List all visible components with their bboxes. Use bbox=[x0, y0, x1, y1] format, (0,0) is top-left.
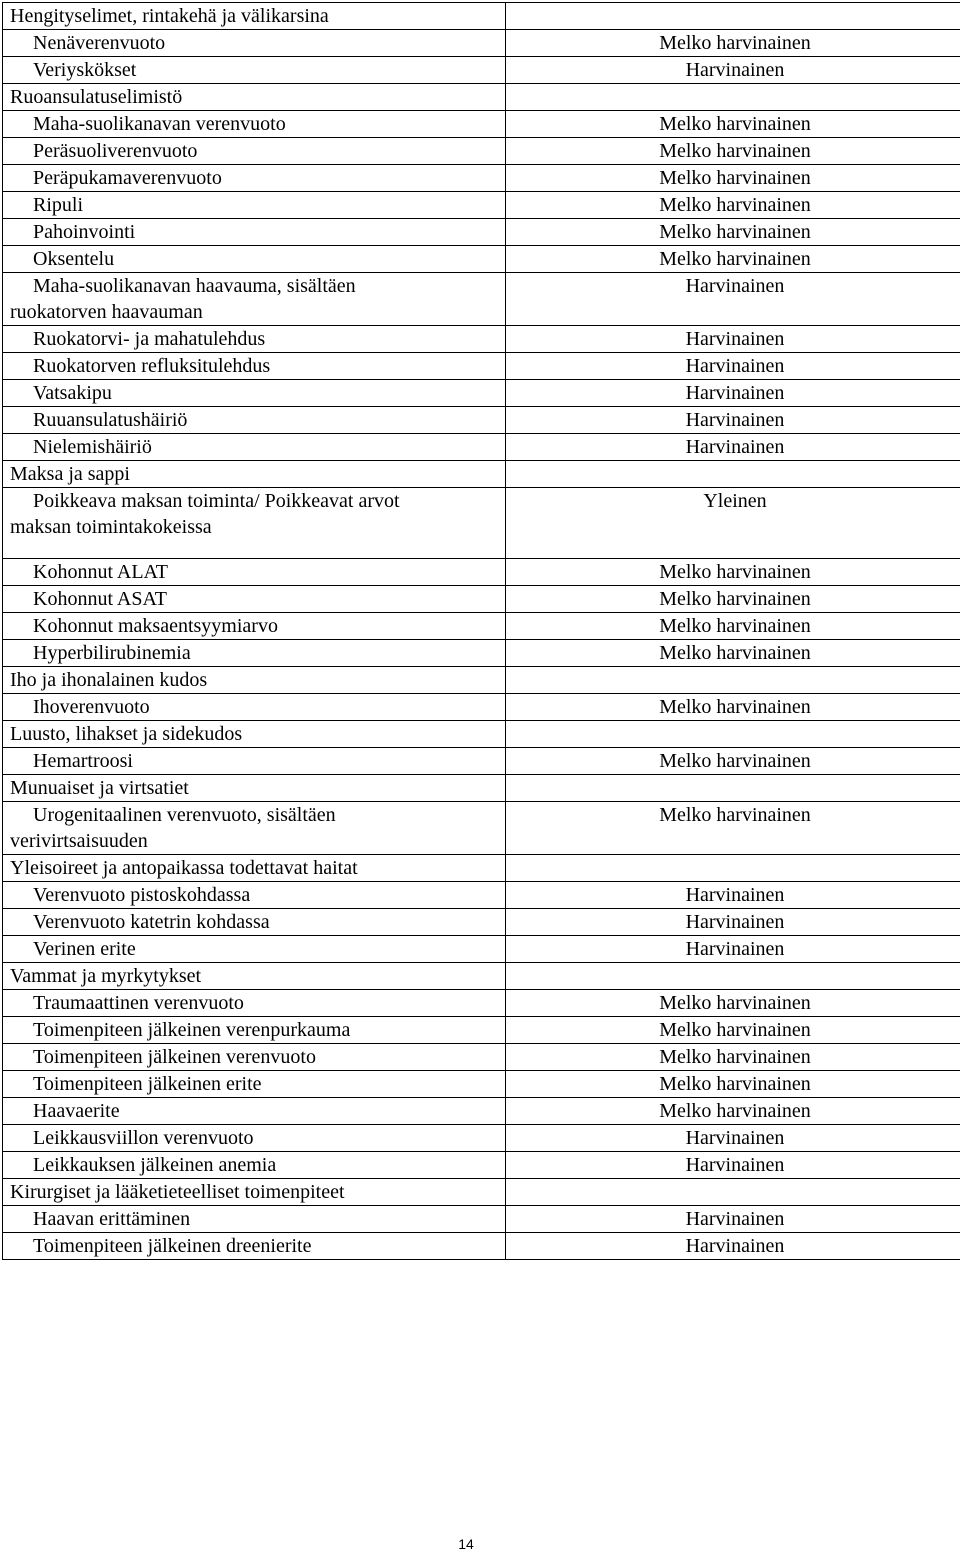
frequency-value: Harvinainen bbox=[685, 436, 785, 458]
table-row bbox=[3, 57, 960, 84]
table-row bbox=[3, 1044, 960, 1071]
table-row bbox=[3, 380, 960, 407]
section-heading-cell bbox=[3, 721, 506, 748]
frequency-value: Harvinainen bbox=[685, 409, 785, 431]
frequency-cell bbox=[506, 990, 960, 1017]
table-row bbox=[3, 1098, 960, 1125]
table-row bbox=[3, 326, 960, 353]
section-row bbox=[3, 721, 960, 748]
reaction-name: Veriyskökset bbox=[33, 59, 137, 81]
frequency-value: Harvinainen bbox=[685, 1127, 785, 1149]
table-row bbox=[3, 882, 960, 909]
table-row bbox=[3, 694, 960, 721]
table-row bbox=[3, 30, 960, 57]
table-row bbox=[3, 192, 960, 219]
frequency-cell bbox=[506, 613, 960, 640]
reaction-name: Toimenpiteen jälkeinen verenvuoto bbox=[33, 1046, 316, 1068]
frequency-cell bbox=[506, 694, 960, 721]
reaction-cell bbox=[3, 273, 506, 326]
section-heading: Vammat ja myrkytykset bbox=[10, 965, 202, 987]
frequency-cell bbox=[506, 1098, 960, 1125]
section-heading-cell bbox=[3, 3, 506, 30]
frequency-cell bbox=[506, 559, 960, 586]
table-row bbox=[3, 640, 960, 667]
table-row bbox=[3, 165, 960, 192]
section-heading: Kirurgiset ja lääketieteelliset toimenpiteet bbox=[10, 1181, 345, 1203]
frequency-cell bbox=[506, 748, 960, 775]
section-row bbox=[3, 667, 960, 694]
frequency-value: Harvinainen bbox=[685, 275, 785, 297]
reaction-name: Maha-suolikanavan haavauma, sisältäen bbox=[33, 275, 356, 297]
reaction-name: Pahoinvointi bbox=[33, 221, 136, 243]
frequency-value: Melko harvinainen bbox=[659, 167, 811, 189]
section-row bbox=[3, 775, 960, 802]
reaction-name: Maha-suolikanavan verenvuoto bbox=[33, 113, 286, 135]
reaction-cell bbox=[3, 353, 506, 380]
adverse-reactions-table bbox=[2, 2, 960, 1260]
reaction-name: Toimenpiteen jälkeinen verenpurkauma bbox=[33, 1019, 351, 1041]
frequency-cell bbox=[506, 192, 960, 219]
frequency-cell bbox=[506, 219, 960, 246]
table-row bbox=[3, 909, 960, 936]
section-heading-cell bbox=[3, 855, 506, 882]
frequency-cell bbox=[506, 909, 960, 936]
reaction-cell bbox=[3, 694, 506, 721]
table-row bbox=[3, 1125, 960, 1152]
frequency-cell bbox=[506, 640, 960, 667]
frequency-cell bbox=[506, 246, 960, 273]
reaction-cell bbox=[3, 990, 506, 1017]
section-row bbox=[3, 855, 960, 882]
reaction-name: Ripuli bbox=[33, 194, 84, 216]
frequency-cell bbox=[506, 1206, 960, 1233]
table-row bbox=[3, 748, 960, 775]
reaction-cell bbox=[3, 219, 506, 246]
frequency-cell bbox=[506, 1044, 960, 1071]
table-row bbox=[3, 990, 960, 1017]
frequency-cell bbox=[506, 855, 960, 882]
reaction-name: Nenäverenvuoto bbox=[33, 32, 166, 54]
table-row bbox=[3, 613, 960, 640]
frequency-value: Melko harvinainen bbox=[659, 561, 811, 583]
reaction-cell bbox=[3, 1098, 506, 1125]
section-heading-cell bbox=[3, 963, 506, 990]
frequency-value: Harvinainen bbox=[685, 938, 785, 960]
reaction-name: Ruokatorven refluksitulehdus bbox=[33, 355, 271, 377]
reaction-name: Haavaerite bbox=[33, 1100, 120, 1122]
section-heading-cell bbox=[3, 461, 506, 488]
table-row bbox=[3, 802, 960, 855]
section-row bbox=[3, 3, 960, 30]
table-row bbox=[3, 1017, 960, 1044]
frequency-cell bbox=[506, 1152, 960, 1179]
frequency-cell bbox=[506, 667, 960, 694]
reaction-cell bbox=[3, 1044, 506, 1071]
frequency-cell bbox=[506, 721, 960, 748]
section-heading: Maksa ja sappi bbox=[10, 463, 130, 485]
frequency-value: Harvinainen bbox=[685, 328, 785, 350]
frequency-value: Melko harvinainen bbox=[659, 221, 811, 243]
table-row bbox=[3, 407, 960, 434]
frequency-cell bbox=[506, 586, 960, 613]
reaction-cell bbox=[3, 246, 506, 273]
frequency-value: Melko harvinainen bbox=[659, 140, 811, 162]
frequency-cell bbox=[506, 3, 960, 30]
frequency-value: Harvinainen bbox=[685, 1154, 785, 1176]
reaction-cell bbox=[3, 1233, 506, 1260]
reaction-name: Urogenitaalinen verenvuoto, sisältäen bbox=[33, 804, 336, 826]
section-heading: Luusto, lihakset ja sidekudos bbox=[10, 723, 243, 745]
frequency-cell bbox=[506, 775, 960, 802]
page-number: 14 bbox=[458, 1536, 474, 1552]
frequency-value: Melko harvinainen bbox=[659, 248, 811, 270]
frequency-value: Harvinainen bbox=[685, 355, 785, 377]
frequency-cell bbox=[506, 1179, 960, 1206]
table-row bbox=[3, 1152, 960, 1179]
reaction-cell bbox=[3, 488, 506, 559]
reaction-cell bbox=[3, 165, 506, 192]
reaction-name: Kohonnut maksaentsyymiarvo bbox=[33, 615, 278, 637]
reaction-cell bbox=[3, 57, 506, 84]
frequency-cell bbox=[506, 353, 960, 380]
frequency-cell bbox=[506, 936, 960, 963]
frequency-cell bbox=[506, 165, 960, 192]
table-row bbox=[3, 488, 960, 559]
frequency-cell bbox=[506, 963, 960, 990]
reaction-cell bbox=[3, 559, 506, 586]
reaction-name-continued: verivirtsaisuuden bbox=[10, 830, 148, 852]
table-row bbox=[3, 586, 960, 613]
frequency-value: Yleinen bbox=[703, 490, 767, 512]
reaction-cell bbox=[3, 1152, 506, 1179]
table-row bbox=[3, 559, 960, 586]
reaction-cell bbox=[3, 613, 506, 640]
reaction-name: Ruokatorvi- ja mahatulehdus bbox=[33, 328, 266, 350]
frequency-value: Harvinainen bbox=[685, 884, 785, 906]
reaction-name: Verenvuoto katetrin kohdassa bbox=[33, 911, 270, 933]
reaction-name: Vatsakipu bbox=[33, 382, 112, 404]
section-heading: Munuaiset ja virtsatiet bbox=[10, 777, 189, 799]
table-row bbox=[3, 353, 960, 380]
frequency-cell bbox=[506, 802, 960, 855]
frequency-cell bbox=[506, 1233, 960, 1260]
reaction-cell bbox=[3, 192, 506, 219]
frequency-value: Melko harvinainen bbox=[659, 642, 811, 664]
table-body bbox=[3, 3, 960, 1260]
reaction-name: Toimenpiteen jälkeinen dreenierite bbox=[33, 1235, 312, 1257]
reaction-name: Kohonnut ASAT bbox=[33, 588, 167, 610]
reaction-name: Haavan erittäminen bbox=[33, 1208, 191, 1230]
frequency-cell bbox=[506, 1017, 960, 1044]
reaction-cell bbox=[3, 936, 506, 963]
frequency-value: Melko harvinainen bbox=[659, 1019, 811, 1041]
reaction-name: Toimenpiteen jälkeinen erite bbox=[33, 1073, 262, 1095]
frequency-value: Melko harvinainen bbox=[659, 1073, 811, 1095]
section-heading-cell bbox=[3, 775, 506, 802]
reaction-name: Ruuansulatushäiriö bbox=[33, 409, 188, 431]
section-heading: Yleisoireet ja antopaikassa todettavat haitat bbox=[10, 857, 358, 879]
reaction-cell bbox=[3, 138, 506, 165]
frequency-cell bbox=[506, 488, 960, 559]
reaction-name: Kohonnut ALAT bbox=[33, 561, 168, 583]
frequency-cell bbox=[506, 84, 960, 111]
frequency-value: Melko harvinainen bbox=[659, 32, 811, 54]
frequency-value: Melko harvinainen bbox=[659, 113, 811, 135]
section-heading-cell bbox=[3, 84, 506, 111]
reaction-name: Ihoverenvuoto bbox=[33, 696, 150, 718]
section-heading: Iho ja ihonalainen kudos bbox=[10, 669, 208, 691]
frequency-cell bbox=[506, 111, 960, 138]
frequency-value: Harvinainen bbox=[685, 1208, 785, 1230]
frequency-cell bbox=[506, 326, 960, 353]
reaction-cell bbox=[3, 748, 506, 775]
reaction-name: Poikkeava maksan toiminta/ Poikkeavat arvot bbox=[33, 490, 400, 512]
frequency-value: Melko harvinainen bbox=[659, 1100, 811, 1122]
section-row bbox=[3, 1179, 960, 1206]
table-row bbox=[3, 936, 960, 963]
table-row bbox=[3, 273, 960, 326]
table-row bbox=[3, 246, 960, 273]
table-row bbox=[3, 434, 960, 461]
reaction-cell bbox=[3, 380, 506, 407]
reaction-cell bbox=[3, 802, 506, 855]
frequency-value: Melko harvinainen bbox=[659, 992, 811, 1014]
reaction-cell bbox=[3, 1206, 506, 1233]
frequency-cell bbox=[506, 461, 960, 488]
frequency-value: Harvinainen bbox=[685, 59, 785, 81]
table-row bbox=[3, 1233, 960, 1260]
frequency-value: Melko harvinainen bbox=[659, 696, 811, 718]
frequency-value: Melko harvinainen bbox=[659, 194, 811, 216]
frequency-cell bbox=[506, 57, 960, 84]
reaction-cell bbox=[3, 909, 506, 936]
frequency-value: Harvinainen bbox=[685, 911, 785, 933]
reaction-name: Oksentelu bbox=[33, 248, 115, 270]
section-row bbox=[3, 963, 960, 990]
reaction-cell bbox=[3, 111, 506, 138]
table-row bbox=[3, 1206, 960, 1233]
frequency-cell bbox=[506, 138, 960, 165]
table-row bbox=[3, 138, 960, 165]
reaction-cell bbox=[3, 586, 506, 613]
reaction-name: Hyperbilirubinemia bbox=[33, 642, 191, 664]
reaction-cell bbox=[3, 640, 506, 667]
reaction-cell bbox=[3, 882, 506, 909]
table-row bbox=[3, 219, 960, 246]
reaction-name: Nielemishäiriö bbox=[33, 436, 152, 458]
frequency-cell bbox=[506, 882, 960, 909]
frequency-value: Melko harvinainen bbox=[659, 1046, 811, 1068]
frequency-value: Melko harvinainen bbox=[659, 804, 811, 826]
frequency-value: Harvinainen bbox=[685, 1235, 785, 1257]
frequency-cell bbox=[506, 1125, 960, 1152]
reaction-name: Traumaattinen verenvuoto bbox=[33, 992, 244, 1014]
section-heading: Hengityselimet, rintakehä ja välikarsina bbox=[10, 5, 329, 27]
reaction-name: Peräpukamaverenvuoto bbox=[33, 167, 222, 189]
frequency-cell bbox=[506, 1071, 960, 1098]
reaction-name: Verenvuoto pistoskohdassa bbox=[33, 884, 251, 906]
reaction-cell bbox=[3, 1125, 506, 1152]
reaction-name: Leikkauksen jälkeinen anemia bbox=[33, 1154, 277, 1176]
reaction-name: Hemartroosi bbox=[33, 750, 133, 772]
frequency-value: Harvinainen bbox=[685, 382, 785, 404]
section-heading: Ruoansulatuselimistö bbox=[10, 86, 183, 108]
table-row bbox=[3, 111, 960, 138]
section-heading-cell bbox=[3, 1179, 506, 1206]
reaction-cell bbox=[3, 407, 506, 434]
section-heading-cell bbox=[3, 667, 506, 694]
frequency-cell bbox=[506, 273, 960, 326]
section-row bbox=[3, 84, 960, 111]
frequency-cell bbox=[506, 30, 960, 57]
reaction-cell bbox=[3, 30, 506, 57]
frequency-value: Melko harvinainen bbox=[659, 588, 811, 610]
reaction-name: Leikkausviillon verenvuoto bbox=[33, 1127, 254, 1149]
reaction-name-continued: maksan toimintakokeissa bbox=[10, 516, 212, 538]
frequency-value: Melko harvinainen bbox=[659, 615, 811, 637]
reaction-name: Peräsuoliverenvuoto bbox=[33, 140, 198, 162]
reaction-cell bbox=[3, 1017, 506, 1044]
frequency-cell bbox=[506, 407, 960, 434]
reaction-cell bbox=[3, 434, 506, 461]
table-row bbox=[3, 1071, 960, 1098]
reaction-name: Verinen erite bbox=[33, 938, 136, 960]
frequency-cell bbox=[506, 434, 960, 461]
frequency-cell bbox=[506, 380, 960, 407]
section-row bbox=[3, 461, 960, 488]
reaction-cell bbox=[3, 1071, 506, 1098]
reaction-name-continued: ruokatorven haavauman bbox=[10, 301, 203, 323]
frequency-value: Melko harvinainen bbox=[659, 750, 811, 772]
reaction-cell bbox=[3, 326, 506, 353]
